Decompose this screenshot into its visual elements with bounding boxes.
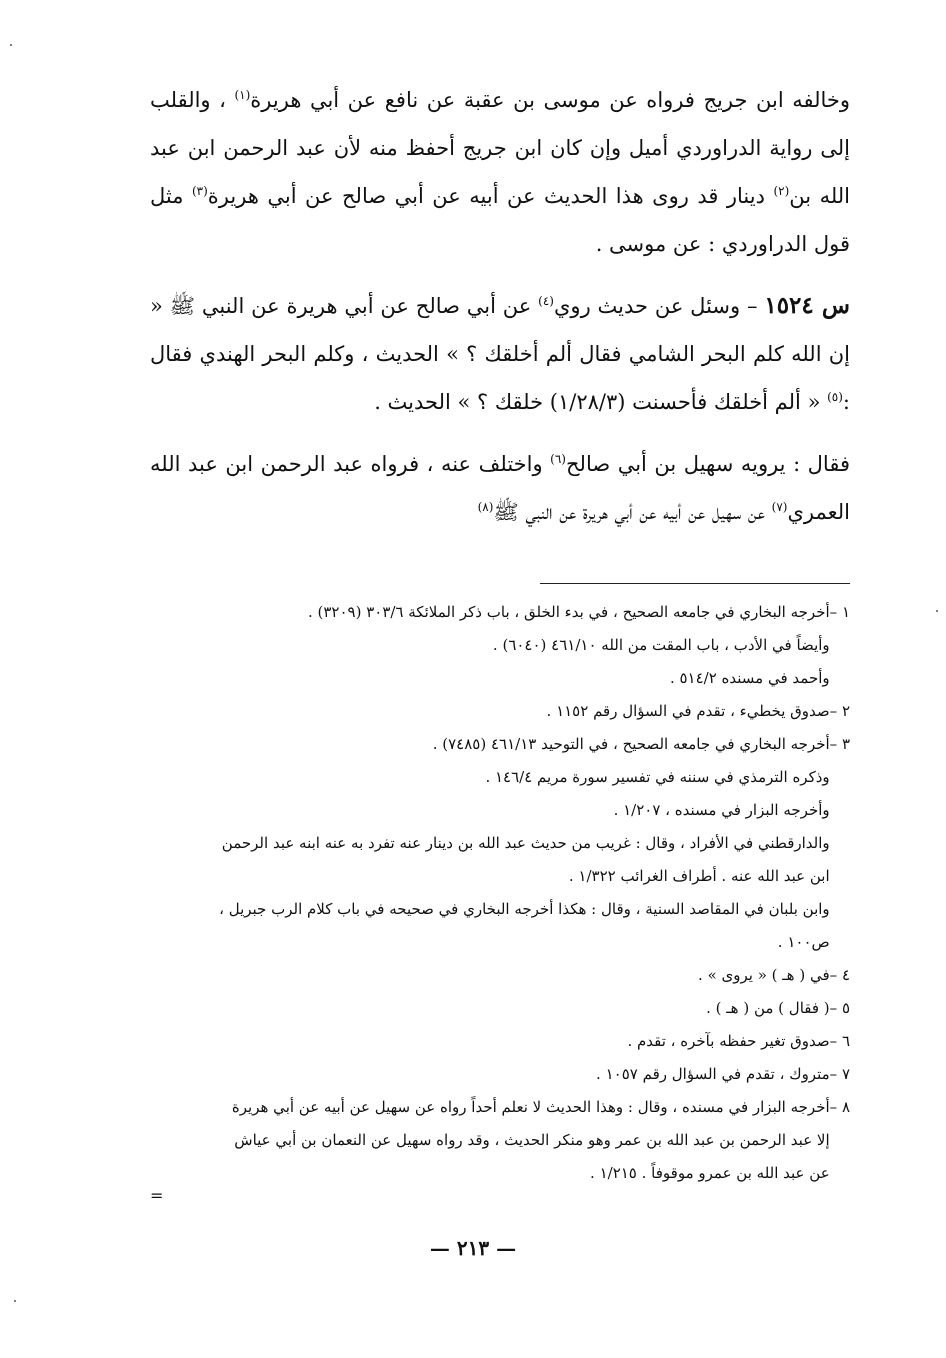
paragraph-1 <box>150 76 850 268</box>
footnote-4 <box>150 959 850 992</box>
scan-speck <box>10 44 12 46</box>
footnote-ref-8[interactable]: (٨) <box>477 500 494 514</box>
footnote-5 <box>150 992 850 1025</box>
footnote-separator <box>540 583 850 584</box>
footnote-number: ٥ – <box>829 999 850 1017</box>
p3-text-1: فقال : يرويه سهيل بن أبي صالح <box>565 452 850 476</box>
footnote-line: ابن عبد الله عنه . أطراف الغرائب ١/٣٢٢ . <box>568 867 830 885</box>
footnote-line: ( فقال ) من ( هـ ) . <box>706 999 830 1017</box>
footnote-ref-5[interactable]: (٥) <box>827 390 843 404</box>
p3-text-3: عن سهيل عن أبيه عن أبي هريرة عن النبي ﷺ <box>493 500 772 524</box>
footnote-line: أخرجه البخاري في جامعه الصحيح ، في التوحيد ٤٦١/١٣ (٧٤٨٥) . <box>432 735 830 753</box>
p1-line-2: ، والقلب إلى رواية الدراوردي أميل وإن كان ابن جريج أحفظ منه لأن عبد الرحمن <box>150 88 850 160</box>
footnotes <box>150 596 850 1190</box>
p2-text-3: « ألم أخلقك فأحسنت (١/٢٨/٣) خلقك ؟ » الحديث . <box>374 390 828 414</box>
footnote-line: وذكره الترمذي في سننه في تفسير سورة مريم ١٤٦/٤ . <box>485 768 830 786</box>
footnote-ref-2[interactable]: (٢) <box>773 184 790 198</box>
p1-line-1: وخالفه ابن جريج فرواه عن موسى بن عقبة عن نافع عن أبي هريرة <box>250 88 850 112</box>
footnote-number: ٧ – <box>829 1065 850 1083</box>
footnote-line: في ( هـ ) « يروى » . <box>698 966 830 984</box>
footnote-line: صدوق تغير حفظه بآخره ، تقدم . <box>627 1032 830 1050</box>
footnote-ref-3[interactable]: (٣) <box>191 184 208 198</box>
footnote-number: ٣ – <box>829 735 850 753</box>
p1-line-5: مثل قول الدراوردي : عن موسى . <box>150 184 850 256</box>
footnote-number: ٨ – <box>829 1098 850 1116</box>
footnote-ref-7[interactable]: (٧) <box>771 500 788 514</box>
p2-text-2: عن أبي صالح عن أبي هريرة عن النبي ﷺ « إن الله كلم البحر الشامي فقال ألم أخلقك ؟ » الحديث ، وكلم البحر الهندي فقال : <box>150 294 850 414</box>
scan-speck <box>14 1300 16 1302</box>
footnote-line: ص١٠٠ . <box>777 933 830 951</box>
footnote-ref-6[interactable]: (٦) <box>550 452 566 466</box>
footnote-line: وأيضاً في الأدب ، باب المقت من الله ٤٦١/١٠ (٦٠٤٠) . <box>492 636 830 654</box>
question-number: س ١٥٢٤ <box>764 292 851 319</box>
footnote-line: أخرجه البزار في مسنده ، وقال : وهذا الحديث لا نعلم أحداً رواه عن سهيل عن أبيه عن أبي هريرة <box>231 1098 830 1116</box>
footnote-ref-1[interactable]: (١) <box>234 88 251 102</box>
paragraph-3 <box>150 440 850 536</box>
footnote-line: وأخرجه البزار في مسنده ، ١/٢٠٧ . <box>613 801 830 819</box>
p1-line-3: ابن عبد الله بن <box>150 136 851 208</box>
footnote-1 <box>150 596 850 695</box>
footnote-line: وابن بلبان في المقاصد السنية ، وقال : هكذا أخرجه البخاري في صحيحه في باب كلام الرب جبريل ، <box>219 900 830 918</box>
footnote-line: متروك ، تقدم في السؤال رقم ١٠٥٧ . <box>596 1065 830 1083</box>
footnote-number: ١ – <box>829 603 850 621</box>
footnote-7 <box>150 1058 850 1091</box>
p3-text-2: واختلف عنه ، فرواه عبد الرحمن ابن عبد الله العمري <box>150 452 850 524</box>
footnote-line: صدوق يخطيء ، تقدم في السؤال رقم ١١٥٢ . <box>546 702 830 720</box>
continuation-mark: = <box>150 1186 164 1205</box>
footnote-number: ٦ – <box>829 1032 850 1050</box>
p1-line-4: دينار قد روى هذا الحديث عن أبيه عن أبي صالح عن أبي هريرة <box>207 184 774 208</box>
footnote-line: والدارقطني في الأفراد ، وقال : غريب من حديث عبد الله بن دينار عنه تفرد به عنه ابنه عبد الرحمن <box>221 834 830 852</box>
scan-speck <box>936 610 938 612</box>
footnote-line: عن عبد الله بن عمرو موقوفاً . ١/٢١٥ . <box>590 1164 830 1182</box>
main-text <box>150 76 850 550</box>
footnote-ref-4[interactable]: (٤) <box>538 294 554 308</box>
footnote-line: أخرجه البخاري في جامعه الصحيح ، في بدء الخلق ، باب ذكر الملائكة ٣٠٣/٦ (٣٢٠٩) . <box>307 603 830 621</box>
footnote-3 <box>150 728 850 959</box>
footnote-number: ٢ – <box>829 702 850 720</box>
footnote-6 <box>150 1025 850 1058</box>
footnote-8 <box>150 1091 850 1190</box>
p2-text-1: – وسئل عن حديث روي <box>553 294 765 318</box>
paragraph-2 <box>150 282 850 426</box>
page-number: — ٢١٣ — <box>429 1236 517 1260</box>
footnote-line: إلا عبد الرحمن بن عبد الله بن عمر وهو منكر الحديث ، وقد رواه سهيل عن النعمان بن أبي عياش <box>234 1131 830 1149</box>
footnote-line: وأحمد في مسنده ٥١٤/٢ . <box>669 669 830 687</box>
footnote-number: ٤ – <box>829 966 850 984</box>
footnote-2 <box>150 695 850 728</box>
